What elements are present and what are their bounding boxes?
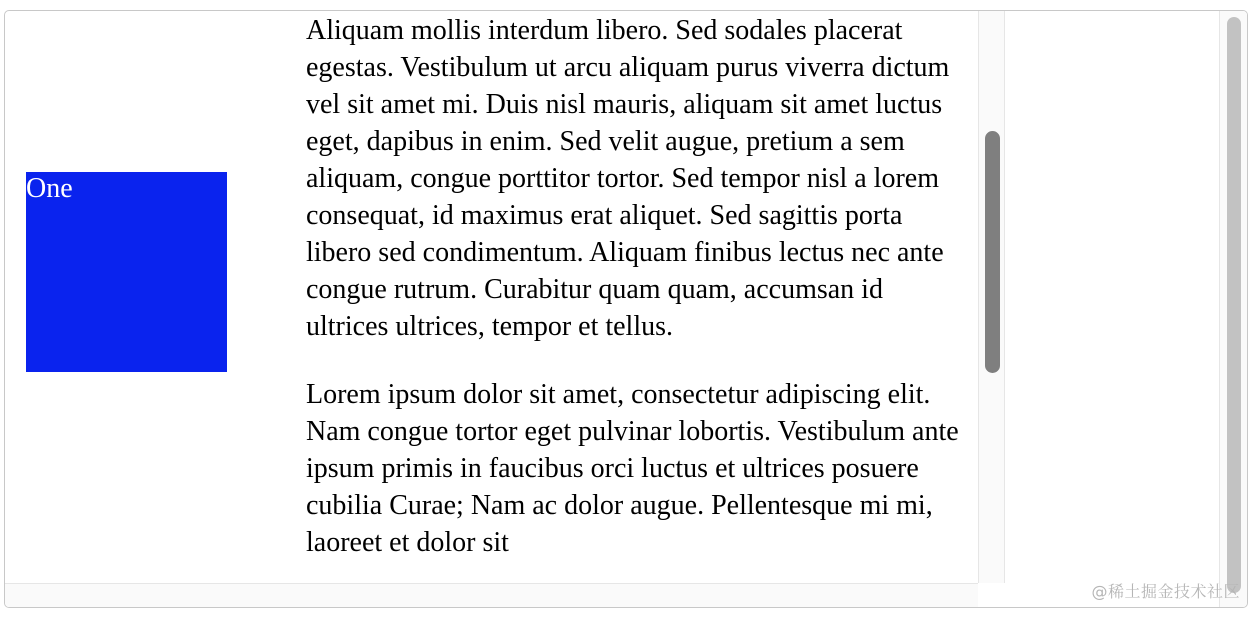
article-content (306, 12, 972, 583)
outer-scrollbar-thumb[interactable] (1227, 17, 1241, 593)
outer-vertical-scrollbar[interactable] (1219, 11, 1247, 607)
inner-vertical-scrollbar[interactable] (978, 11, 1005, 583)
scrollable-text-pane[interactable] (5, 11, 978, 583)
inner-scrollbar-thumb[interactable] (985, 131, 1000, 373)
inner-horizontal-scrollbar[interactable] (5, 583, 978, 607)
box-one-label: One (26, 173, 73, 204)
paragraph-2: Lorem ipsum dolor sit amet, consectetur adipiscing elit. Nam congue tortor eget pulvinar lobortis. Vestibulum ante ipsum primis in faucibus orci luctus et ultrices posuere cubilia Curae; Nam ac dolor augue. Pellentesque mi mi, laoreet et dolor sit (306, 379, 959, 558)
paragraph-1: Aliquam mollis interdum libero. Sed sodales placerat egestas. Vestibulum ut arcu aliquam purus viverra dictum vel sit amet mi. Duis nisl mauris, aliquam sit amet luctus eget, dapibus in enim. Sed velit augue, pretium a sem aliquam, congue porttitor tortor. Sed tempor nisl a lorem consequat, id maximus erat aliquet. Sed sagittis porta libero sed condimentum. Aliquam finibus lectus nec ante congue rutrum. Curabitur quam quam, accumsan id ultrices ultrices, tempor et tellus. (306, 15, 950, 342)
watermark: @稀土掘金技术社区 (1091, 582, 1240, 601)
scroll-demo-frame (4, 10, 1248, 608)
